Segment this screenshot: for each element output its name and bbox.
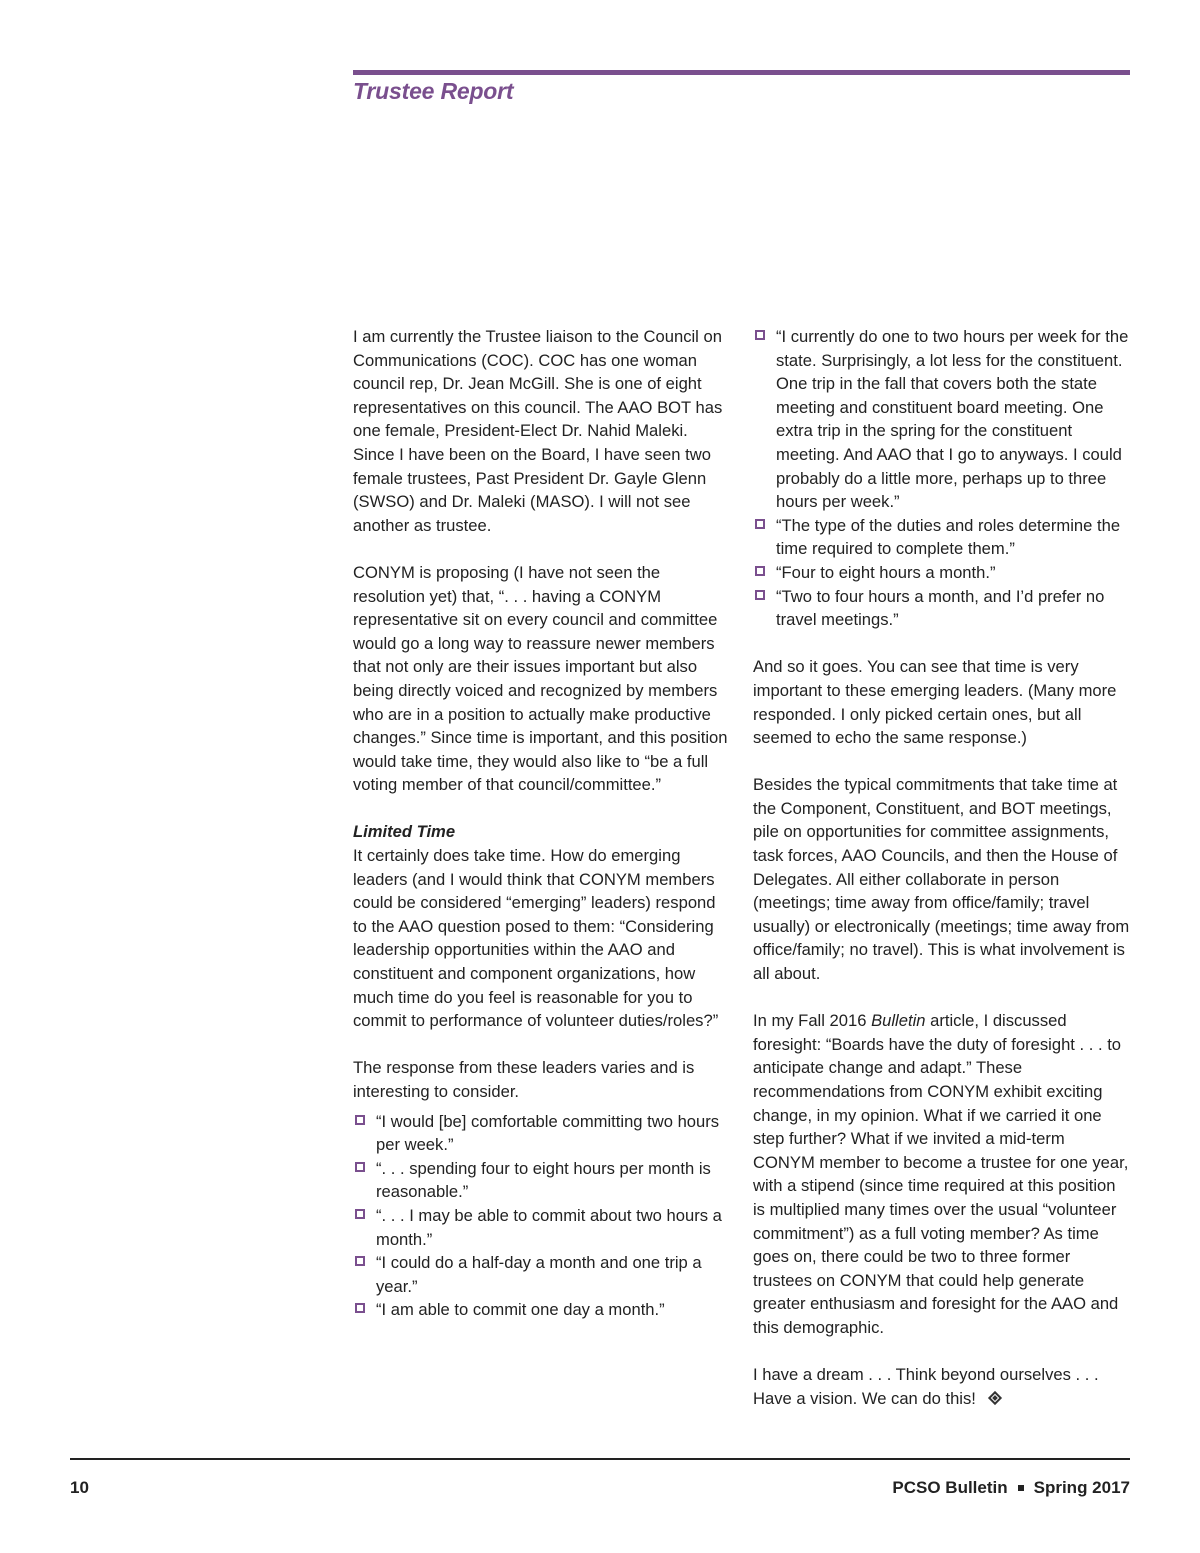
- list-item-text: “Two to four hours a month, and I’d prefer no travel meetings.”: [776, 586, 1105, 630]
- paragraph: Besides the typical commitments that take time at the Component, Constituent, and BOT meetings, pile on opportunities for committee assignments, task forces, AAO Councils, and then the House of Delegates. All either collaborate in person (meetings; time away from office/family; travel usually) or electronically (meetings; time away from office/family; no travel). This is what involvement is all about.: [753, 775, 1130, 984]
- paragraph-text: article, I discussed foresight: “Boards have the duty of foresight . . . to anticipate change and adapt.” These recommendations from CONYM exhibit exciting change, in my opinion. What if we carried it one step further? What if we invited a mid-term CONYM member to become a trustee for one year, with a stipend (since time required at this position is multiplied many times over the usual “volunteer commitment”) as a full voting member? As time goes on, there could be two to three former trustees on CONYM that could help generate greater enthusiasm and foresight for the AAO and this demographic.: [753, 1011, 1129, 1337]
- publication-name: Bulletin: [871, 1011, 926, 1031]
- paragraph: [753, 1009, 1131, 1339]
- right-column: [753, 325, 1131, 1434]
- list-item: [353, 1204, 731, 1251]
- diamond-end-mark-icon: [988, 1391, 1002, 1405]
- list-item-text: “I currently do one to two hours per week for the state. Surprisingly, a lot less for the constituent. One trip in the fall that covers both the state meeting and constituent board meeting. One extra trip in the spring for the constituent meeting. And AAO that I go to anyways. I could probably do a little more, perhaps up to three hours per week.”: [776, 327, 1129, 512]
- list-item: [353, 1157, 731, 1204]
- list-item-text: “I would [be] comfortable committing two hours per week.”: [376, 1111, 720, 1155]
- square-bullet-icon: [755, 519, 765, 529]
- paragraph: And so it goes. You can see that time is very important to these emerging leaders. (Many more responded. I only picked certain ones, but all seemed to echo the same response.): [753, 657, 1117, 748]
- list-item: [753, 514, 1131, 561]
- list-item-text: “. . . I may be able to commit about two hours a month.”: [376, 1205, 722, 1249]
- list-item-text: “. . . spending four to eight hours per month is reasonable.”: [376, 1158, 711, 1202]
- subheading-limited-time: Limited Time: [353, 822, 456, 842]
- list-item-text: “I could do a half-day a month and one trip a year.”: [376, 1253, 702, 1296]
- square-bullet-icon: [755, 566, 765, 576]
- square-bullet-icon: [355, 1115, 365, 1125]
- section-title: Trustee Report: [353, 78, 514, 104]
- paragraph-text: I have a dream . . . Think beyond ourselves . . . Have a vision. We can do this!: [753, 1365, 1099, 1408]
- issue-label: Spring 2017: [1033, 1478, 1130, 1497]
- quote-list: [353, 1110, 731, 1322]
- square-separator-icon: [1018, 1485, 1024, 1491]
- list-item-text: “I am able to commit one day a month.”: [376, 1300, 665, 1320]
- closing-paragraph: [753, 1363, 1131, 1410]
- square-bullet-icon: [355, 1303, 365, 1313]
- square-bullet-icon: [355, 1256, 365, 1266]
- list-item: [353, 1298, 731, 1322]
- paragraph: CONYM is proposing (I have not seen the resolution yet) that, “. . . having a CONYM representative sit on every council and committee would go a long way to reassure newer members that not only are their issues important but also being directly voiced and recognized by members who are in a position to actually make productive changes.” Since time is important, and this position would take time, they would also like to “be a full voting member of that council/committee.”: [353, 562, 728, 795]
- page-number: 10: [70, 1478, 89, 1497]
- publication-title: PCSO Bulletin: [892, 1478, 1008, 1497]
- left-column: [353, 325, 731, 1346]
- list-item: [753, 585, 1131, 632]
- square-bullet-icon: [355, 1162, 365, 1172]
- header-rule: [353, 70, 1130, 75]
- list-item-text: “Four to eight hours a month.”: [776, 562, 996, 582]
- list-item: [753, 561, 1131, 585]
- footer-rule: [70, 1458, 1130, 1460]
- list-item-text: “The type of the duties and roles determine the time required to complete them.”: [776, 515, 1121, 559]
- paragraph: The response from these leaders varies and is interesting to consider.: [353, 1058, 695, 1101]
- list-item: [753, 325, 1131, 514]
- list-item: [353, 1110, 731, 1157]
- paragraph: I am currently the Trustee liaison to the Council on Communications (COC). COC has one woman council rep, Dr. Jean McGill. She is one of eight representatives on this council. The AAO BOT has one female, President-Elect Dr. Nahid Maleki. Since I have been on the Board, I have seen two female trustees, Past President Dr. Gayle Glenn (SWSO) and Dr. Maleki (MASO). I will not see another as trustee.: [353, 327, 723, 535]
- list-item: [353, 1251, 731, 1298]
- footer-publication-info: [892, 1478, 1130, 1498]
- square-bullet-icon: [355, 1209, 365, 1219]
- paragraph: It certainly does take time. How do emerging leaders (and I would think that CONYM members could be considered “emerging” leaders) respond to the AAO question posed to them: “Considering leadership opportunities within the AAO and constituent and component organizations, how much time do you feel is reasonable for you to commit to performance of volunteer duties/roles?”: [353, 846, 719, 1031]
- square-bullet-icon: [755, 330, 765, 340]
- paragraph-text: In my Fall 2016: [753, 1011, 872, 1031]
- quote-list: [753, 325, 1131, 632]
- square-bullet-icon: [755, 590, 765, 600]
